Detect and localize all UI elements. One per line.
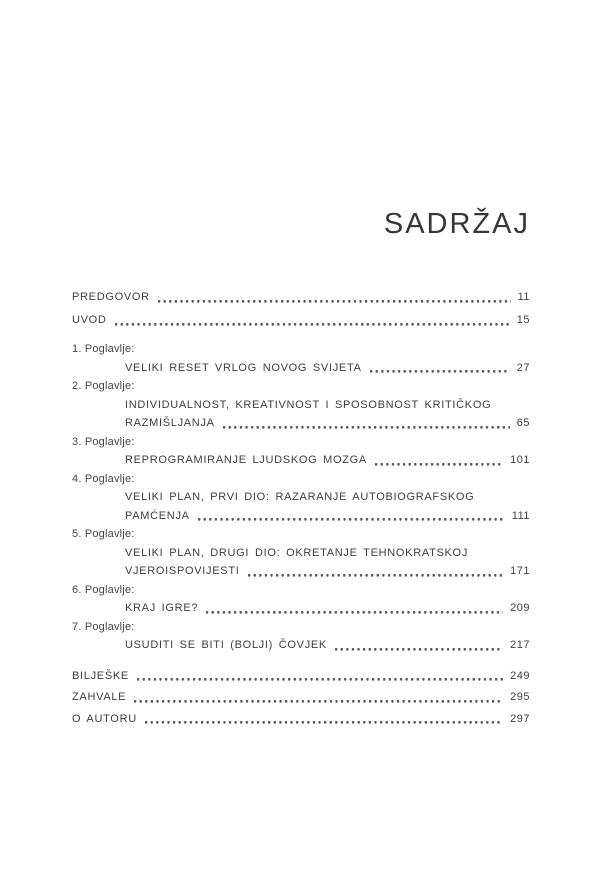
dot-leader	[335, 636, 503, 655]
chapter-title-row	[125, 488, 530, 507]
chapter-title: USUDITI SE BITI (BOLJI) ČOVJEK	[125, 639, 327, 651]
entry-label: UVOD	[72, 314, 107, 326]
front-matter-section	[72, 286, 530, 332]
dot-leader	[198, 507, 505, 526]
chapter-title-line-2: RAZMIŠLJANJA	[125, 417, 215, 429]
chapter-title: VELIKI RESET VRLOG NOVOG SVIJETA	[125, 361, 362, 374]
page-title: SADRŽAJ	[383, 208, 530, 240]
table-of-contents	[72, 286, 530, 730]
dot-leader	[375, 451, 503, 470]
toc-chapter-2	[72, 377, 530, 433]
chapter-title-row	[125, 636, 530, 655]
chapter-title-row	[125, 451, 530, 470]
dot-leader	[137, 666, 503, 688]
page-number: 65	[516, 417, 530, 429]
dot-leader	[145, 709, 503, 731]
toc-chapter-7	[72, 618, 530, 655]
chapter-title-line-1: VELIKI PLAN, PRVI DIO: RAZARANJE AUTOBIOGRAFSKOG	[125, 491, 475, 503]
toc-entry-predgovor	[72, 286, 530, 309]
chapter-label: 1. Poglavlje:	[72, 343, 135, 355]
page-number: 111	[511, 509, 530, 522]
entry-label: PREDGOVOR	[72, 291, 150, 303]
chapter-title-line-2: PAMĆENJA	[125, 509, 190, 522]
page-number: 15	[516, 314, 530, 326]
chapter-label: 5. Poglavlje:	[72, 528, 135, 540]
chapter-title: KRAJ IGRE?	[125, 602, 199, 614]
entry-label: ZAHVALE	[72, 691, 127, 703]
toc-entry-biljeske	[72, 666, 530, 688]
chapter-label: 2. Poglavlje:	[72, 380, 135, 392]
dot-leader	[370, 359, 510, 378]
chapter-label: 3. Poglavlje:	[72, 435, 135, 448]
chapter-title-line-1: VELIKI PLAN, DRUGI DIO: OKRETANJE TEHNOKRATSKOJ	[125, 546, 469, 559]
toc-chapter-5	[72, 525, 530, 581]
page-number: 101	[510, 454, 530, 466]
chapter-title-line-2: VJEROISPOVIJESTI	[125, 565, 240, 577]
page-number: 171	[510, 565, 530, 577]
back-matter-section	[72, 666, 530, 731]
chapter-title-row	[125, 562, 530, 581]
page-number: 295	[510, 691, 530, 703]
chapter-title-row	[125, 396, 530, 415]
entry-label: BILJEŠKE	[72, 669, 129, 682]
toc-chapter-6	[72, 581, 530, 618]
chapter-title-row	[125, 507, 530, 526]
dot-leader	[248, 562, 504, 581]
toc-entry-o-autoru	[72, 709, 530, 731]
dot-leader	[206, 599, 503, 618]
page-number: 11	[517, 291, 530, 303]
page-number: 297	[510, 712, 530, 725]
chapter-label: 6. Poglavlje:	[72, 583, 135, 596]
page-number: 249	[510, 669, 530, 682]
entry-label: O AUTORU	[72, 712, 137, 725]
chapter-title-row	[125, 599, 530, 618]
dot-leader	[158, 286, 511, 309]
chapter-label: 7. Poglavlje:	[72, 620, 135, 633]
page-number: 27	[516, 361, 530, 374]
dot-leader	[115, 309, 510, 332]
toc-chapter-3	[72, 433, 530, 470]
toc-entry-zahvale	[72, 687, 530, 709]
toc-entry-uvod	[72, 309, 530, 332]
page-number: 217	[510, 639, 530, 651]
page-number: 209	[510, 602, 530, 614]
dot-leader	[134, 687, 503, 709]
chapter-title-row	[125, 544, 530, 563]
chapter-title-row	[125, 359, 530, 378]
toc-chapter-1	[72, 340, 530, 377]
chapters-section	[72, 340, 530, 655]
chapter-label: 4. Poglavlje:	[72, 472, 135, 485]
dot-leader	[223, 414, 510, 433]
toc-chapter-4	[72, 470, 530, 526]
chapter-title-line-1: INDIVIDUALNOST, KREATIVNOST I SPOSOBNOST KRITIČKOG	[125, 398, 492, 411]
chapter-title-row	[125, 414, 530, 433]
chapter-title: REPROGRAMIRANJE LJUDSKOG MOZGA	[125, 454, 367, 466]
